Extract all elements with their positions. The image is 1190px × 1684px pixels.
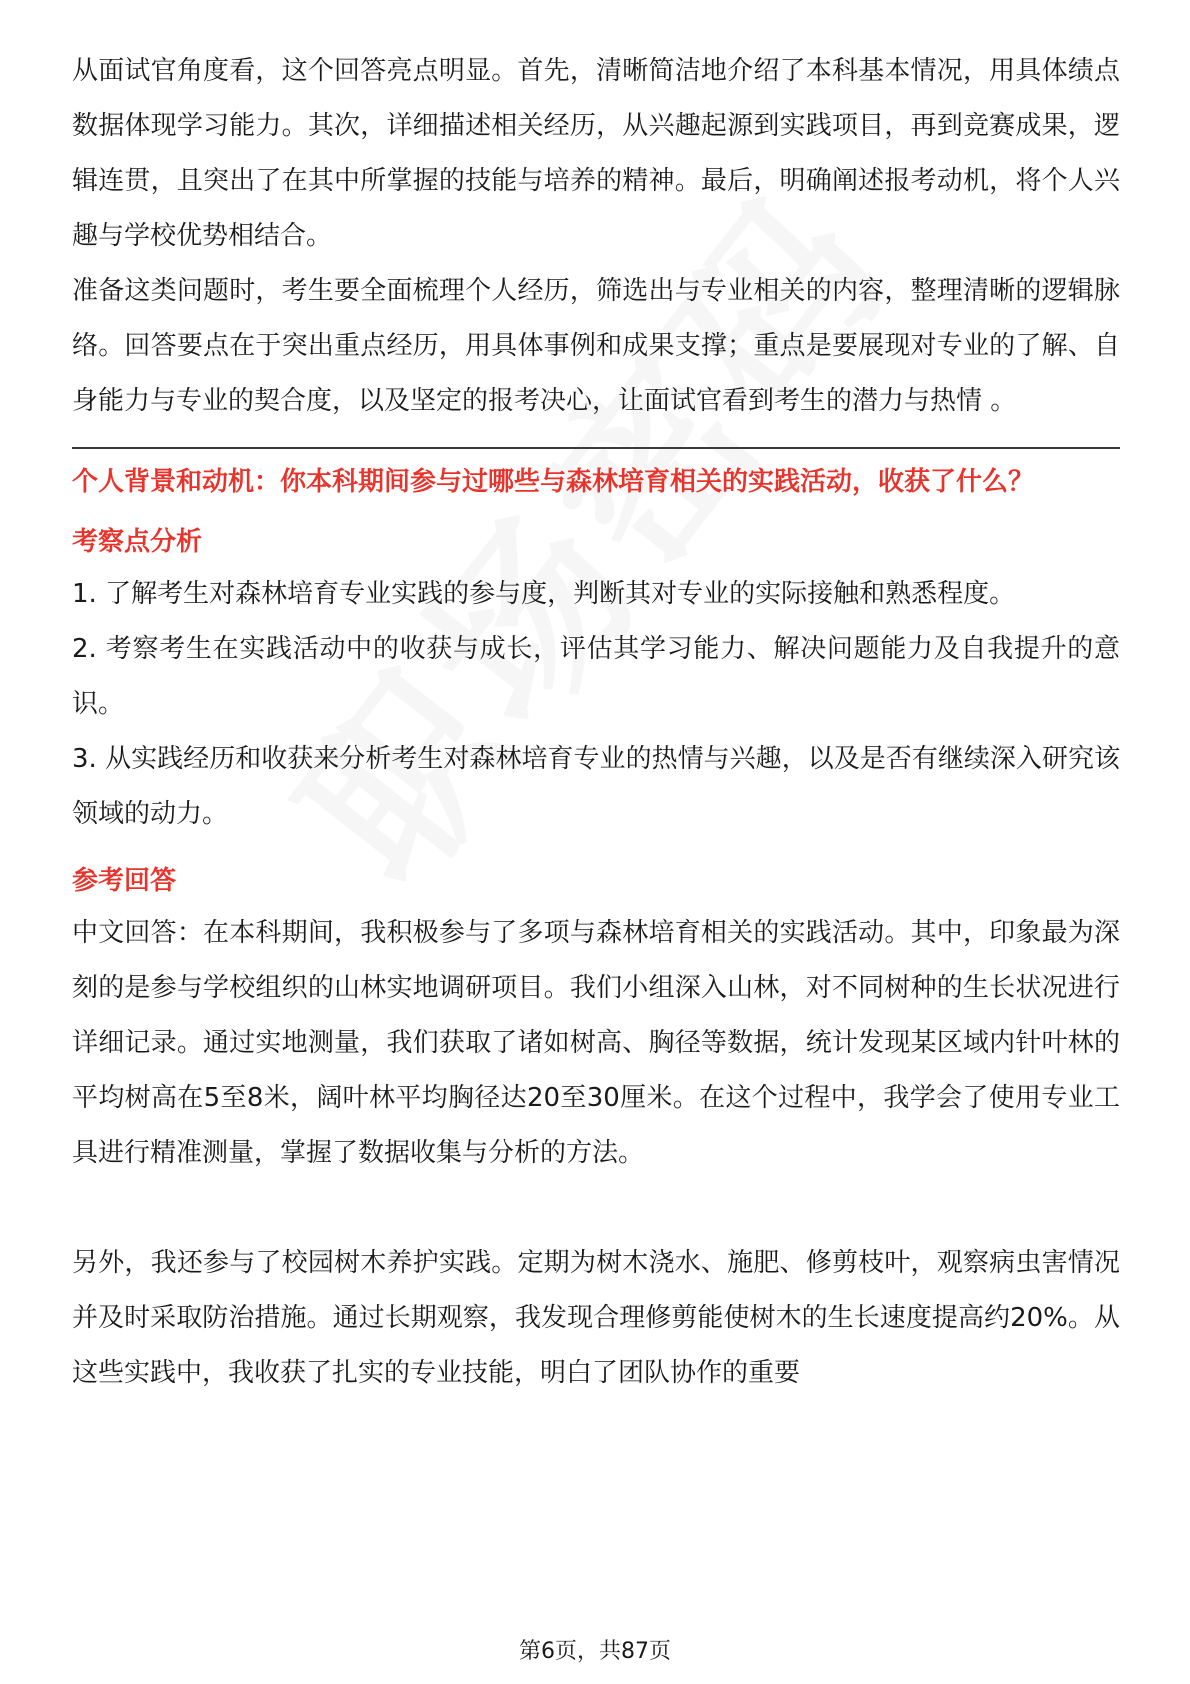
- section-divider: [72, 447, 1120, 449]
- intro-paragraph-1: 从面试官角度看，这个回答亮点明显。首先，清晰简洁地介绍了本科基本情况，用具体绩点数据体现学习能力。其次，详细描述相关经历，从兴趣起源到实践项目，再到竞赛成果，逻辑连贯，且突出了在其中所掌握的技能与培养的精神。最后，明确阐述报考动机，将个人兴趣与学校优势相结合。: [72, 56, 1120, 251]
- analysis-item-3: 3. 从实践经历和收获来分析考生对森林培育专业的热情与兴趣，以及是否有继续深入研究该领域的动力。: [72, 744, 1120, 829]
- answer-paragraph-2: 另外，我还参与了校园树木养护实践。定期为树木浇水、施肥、修剪枝叶，观察病虫害情况并及时采取防治措施。通过长期观察，我发现合理修剪能使树木的生长速度提高约20%。从这些实践中，我收获了扎实的专业技能，明白了团队协作的重要: [72, 1248, 1120, 1388]
- answer-heading: 参考回答: [72, 866, 177, 896]
- analysis-heading: 考察点分析: [72, 527, 203, 557]
- intro-paragraph-2: 准备这类问题时，考生要全面梳理个人经历，筛选出与专业相关的内容，整理清晰的逻辑脉络。回答要点在于突出重点经历，用具体事例和成果支撑；重点是要展现对专业的了解、自身能力与专业的契合度，以及坚定的报考决心，让面试官看到考生的潜力与热情 。: [72, 276, 1120, 416]
- paragraph-spacer: [72, 1181, 1120, 1236]
- analysis-item-2: 2. 考察考生在实践活动中的收获与成长，评估其学习能力、解决问题能力及自我提升的意识。: [72, 634, 1120, 719]
- page-content: [72, 44, 1120, 1401]
- page-number: 第6页，共87页: [519, 1639, 671, 1664]
- analysis-item-1: 1. 了解考生对森林培育专业实践的参与度，判断其对专业的实际接触和熟悉程度。: [72, 579, 1016, 609]
- answer-paragraph-1: 中文回答：在本科期间，我积极参与了多项与森林培育相关的实践活动。其中，印象最为深刻的是参与学校组织的山林实地调研项目。我们小组深入山林，对不同树种的生长状况进行详细记录。通过实地测量，我们获取了诸如树高、胸径等数据，统计发现某区域内针叶林的平均树高在5至8米，阔叶林平均胸径达20至30厘米。在这个过程中，我学会了使用专业工具进行精准测量，掌握了数据收集与分析的方法。: [72, 918, 1120, 1168]
- question-heading: 个人背景和动机：你本科期间参与过哪些与森林培育相关的实践活动，收获了什么？: [72, 467, 1035, 497]
